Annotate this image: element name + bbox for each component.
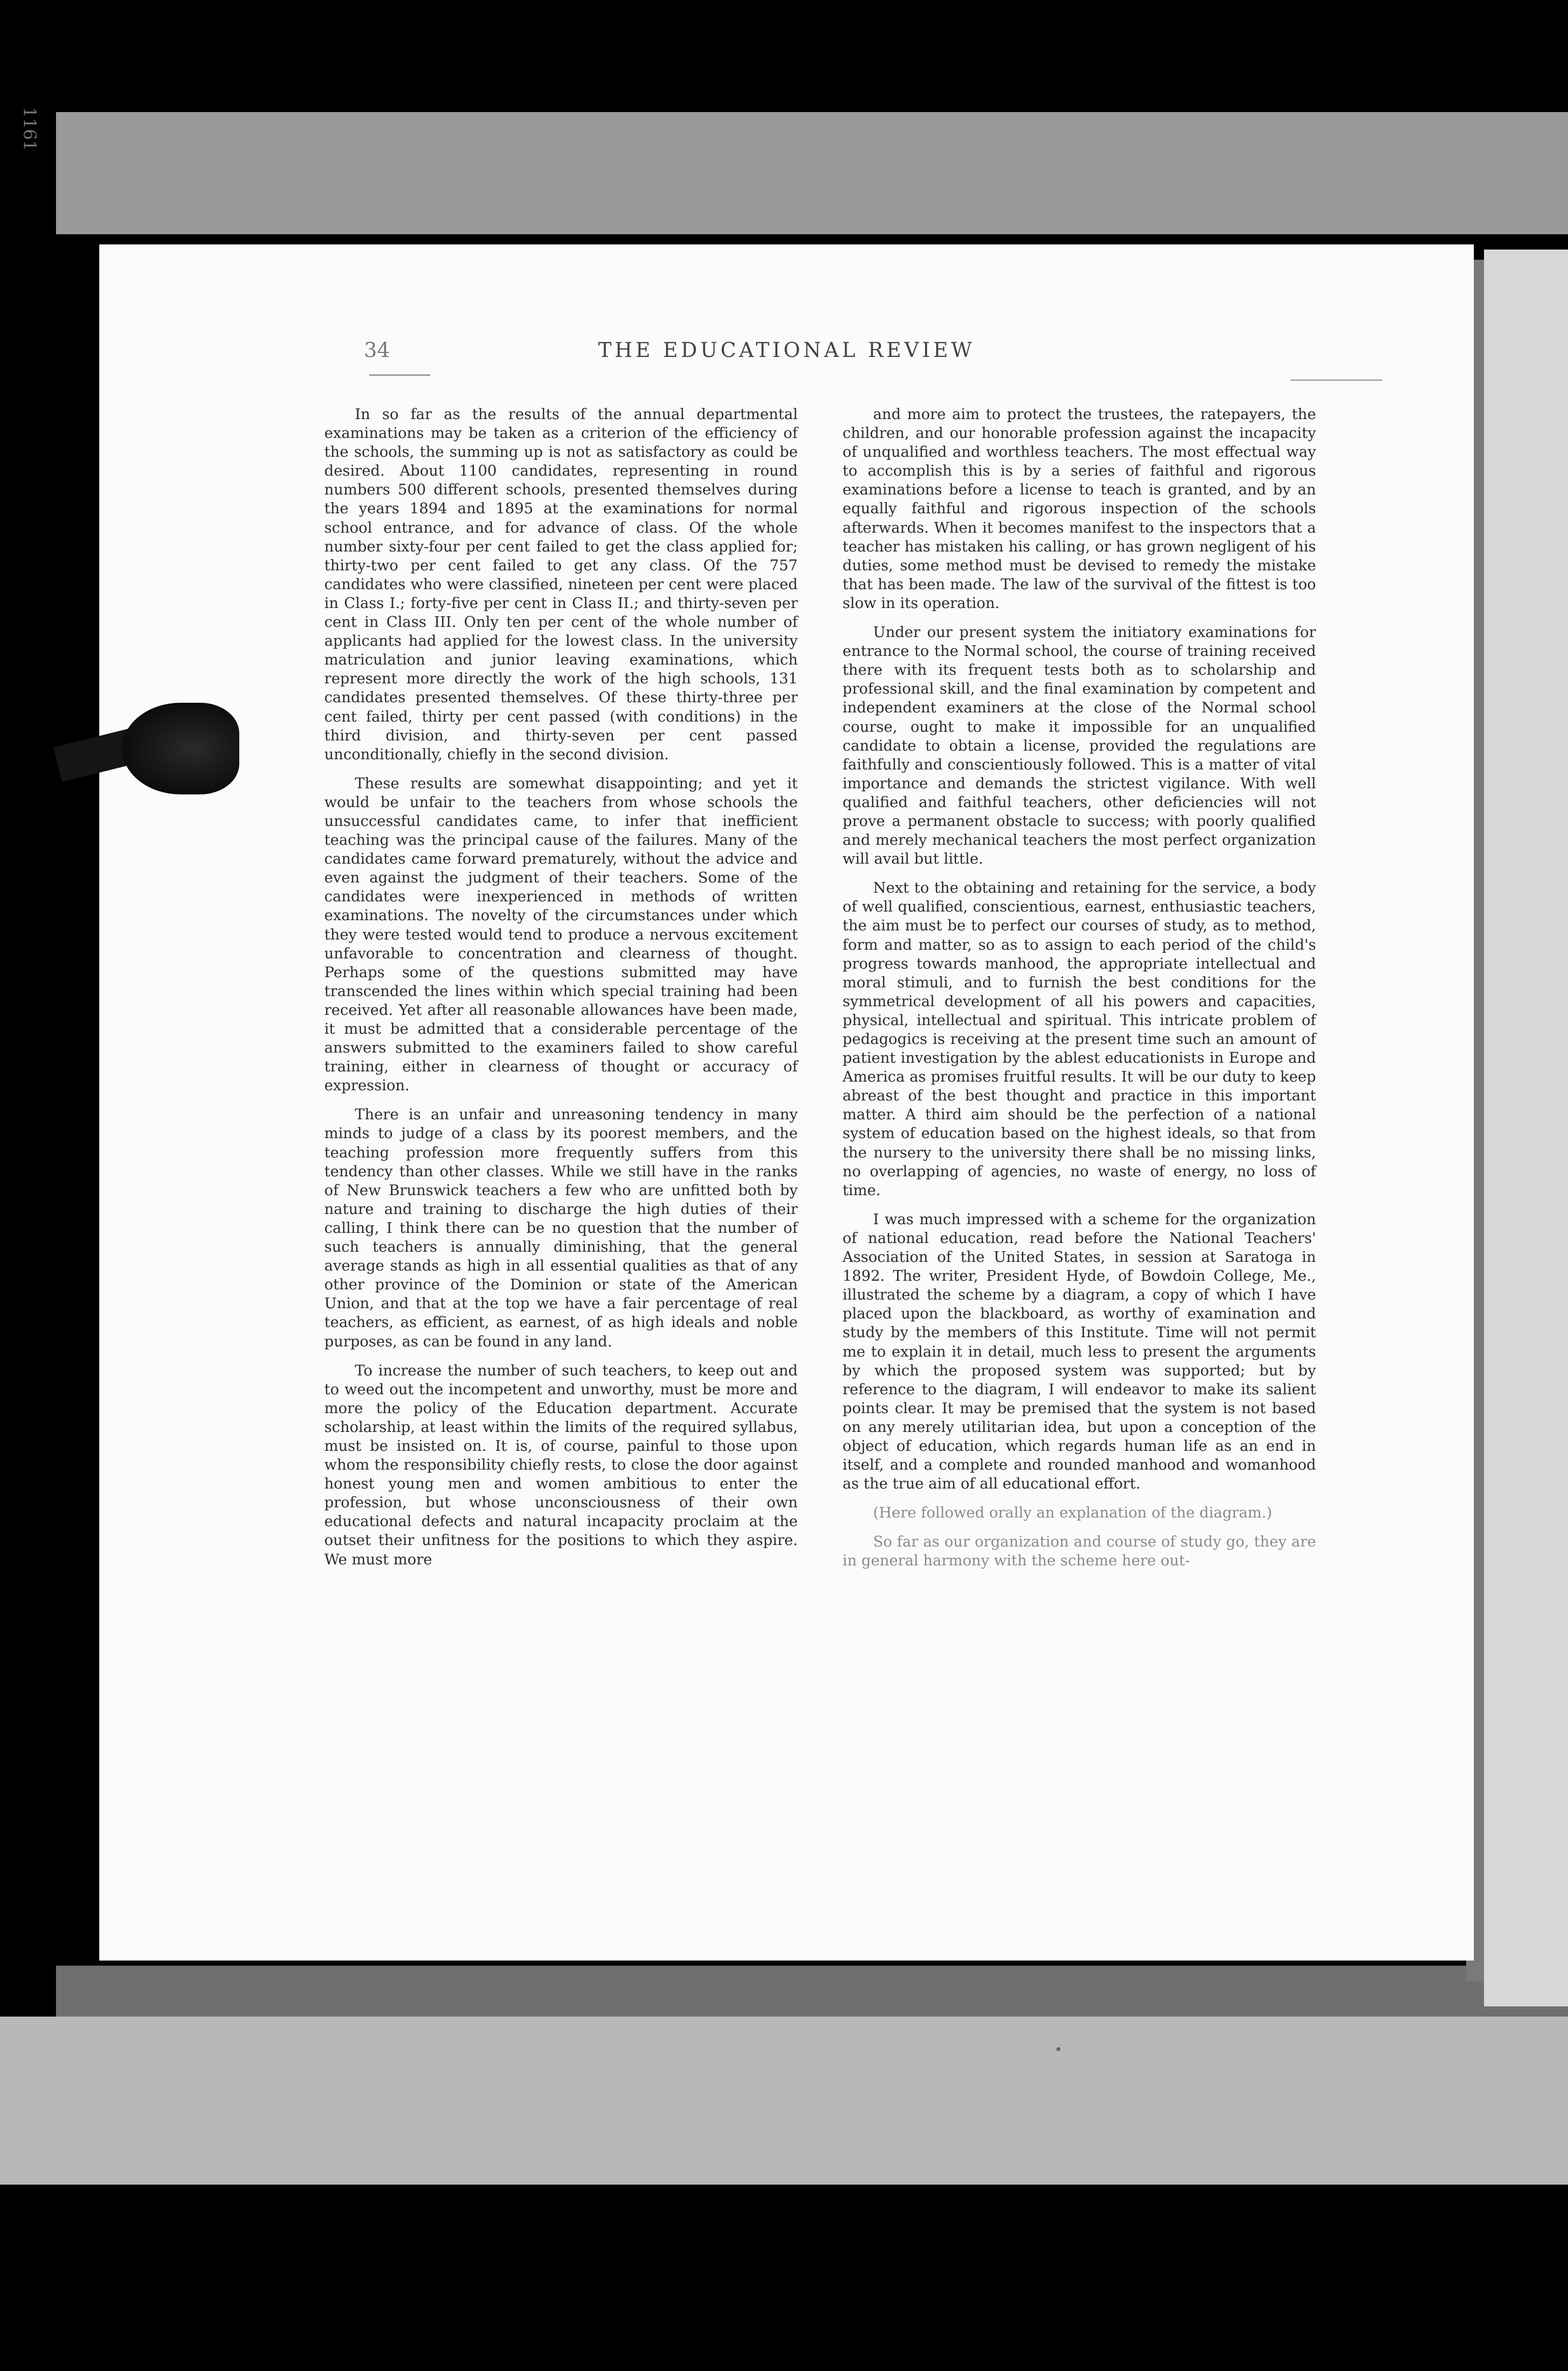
paragraph: Under our present system the initiatory examinations for entrance to the Normal school, the course of training received there with its frequent tests both as to scholarship and professional skill, and the final examination by competent and independent examiners at the close of the Normal school course, ought to make it impossible for an unqualified candidate to obtain a license, provided the regulations are faithfully and conscientiously followed. This is a matter of vital importance and demands the strictest vigilance. With well qualified and faithful teachers, other deficiencies will not prove a permanent obstacle to success; with poorly qualified and merely mechanical teachers the most perfect organization will avail but little. <box>843 623 1316 868</box>
right-column <box>843 405 1316 1570</box>
document-page <box>99 244 1474 1961</box>
header-rule-left <box>369 374 430 376</box>
paragraph: In so far as the results of the annual departmental examinations may be taken as a criterion of the efficiency of the schools, the summing up is not as satisfactory as could be desired. About 1100 candidates, representing in round numbers 500 different schools, presented themselves during the years 1894 and 1895 at the examinations for normal school entrance, and for advance of class. Of the whole number sixty-four per cent failed to get the class applied for; thirty-two per cent failed to get any class. Of the 757 candidates who were classified, nineteen per cent were placed in Class I.; forty-five per cent in Class II.; and thirty-seven per cent in Class III. Only ten per cent of the whole number of applicants had applied for the lowest class. In the university matriculation and junior leaving examinations, which represent more directly the work of the high schools, 131 candidates presented themselves. Of these thirty-three per cent failed, thirty per cent passed (with conditions) in the third division, and thirty-seven per cent passed unconditionally, chiefly in the second division. <box>324 405 798 763</box>
page-number: 34 <box>364 339 390 362</box>
stage-direction: (Here followed orally an explanation of the diagram.) <box>873 1504 1272 1522</box>
paragraph: Next to the obtaining and retaining for the service, a body of well qualified, conscientious, earnest, enthusiastic teachers, the aim must be to perfect our courses of study, as to method, form and matter, so as to assign to each period of the child's progress towards manhood, the appropriate intellectual and moral stimuli, and to furnish the best conditions for the symmetrical development of all his powers and capacities, physical, intellectual and spiritual. This intricate problem of pedagogics is receiving at the present time such an amount of patient investigation by the ablest educationists in Europe and America as promises fruitful results. It will be our duty to keep abreast of the best thought and practice in this important matter. A third aim should be the perfection of a national system of education based on the highest ideals, so that from the nursery to the university there shall be no missing links, no overlapping of agencies, no waste of energy, no loss of time. <box>843 879 1316 1199</box>
spine-fragment: 1161 <box>19 107 40 151</box>
paragraph: So far as our organization and course of study go, they are in general harmony with the scheme here out- <box>843 1533 1316 1569</box>
left-column <box>324 405 798 1569</box>
paragraph: There is an unfair and unreasoning tendency in many minds to judge of a class by its poorest members, and the teaching profession more frequently suffers from this tendency than other classes. While we still have in the ranks of New Brunswick teachers a few who are unfitted both by nature and training to discharge the high duties of their calling, I think there can be no question that the number of such teachers is annually diminishing, that the general average stands as high in all essential qualities as that of any other province of the Dominion or state of the American Union, and that at the top we have a fair percentage of real teachers, as efficient, as earnest, of as high ideals and noble purposes, as can be found in any land. <box>324 1106 798 1350</box>
scan-background-band-shadow <box>56 1966 1568 2017</box>
next-page-sliver <box>1484 250 1568 2006</box>
header-rule-right <box>1291 379 1382 381</box>
scan-background-band-bottom <box>0 2017 1568 2185</box>
paragraph: These results are somewhat disappointing; and yet it would be unfair to the teachers from whose schools the unsuccessful candidates came, to infer that inefficient teaching was the principal cause of the failures. Many of the candidates came forward prematurely, without the advice and even against the judgment of their teachers. Some of the candidates were inexperienced in methods of written examinations. The novelty of the circumstances under which they were tested would tend to produce a nervous excitement unfavorable to concentration and clearness of thought. Perhaps some of the questions submitted may have transcended the lines within which special training had been received. Yet after all reasonable allowances have been made, it must be admitted that a considerable percentage of the answers submitted to the examiners failed to show careful training, either in clearness of thought or accuracy of expression. <box>324 774 798 1094</box>
paragraph: I was much impressed with a scheme for the organization of national education, read before the National Teachers' Association of the United States, in session at Saratoga in 1892. The writer, President Hyde, of Bowdoin College, Me., illustrated the scheme by a diagram, a copy of which I have placed upon the blackboard, as worthy of examination and study by the members of this Institute. Time will not permit me to explain it in detail, much less to present the arguments by which the proposed system was supported; but by reference to the diagram, I will endeavor to make its salient points clear. It may be premised that the system is not based on any merely utilitarian idea, but upon a conception of the object of education, which regards human life as an end in itself, and a complete and rounded manhood and womanhood as the true aim of all educational effort. <box>843 1210 1316 1493</box>
book-clip <box>122 703 239 794</box>
paragraph: To increase the number of such teachers, to keep out and to weed out the incompetent and unworthy, must be more and more the policy of the Education department. Accurate scholarship, at least within the limits of the required syllabus, must be insisted on. It is, of course, painful to those upon whom the responsibility chiefly rests, to close the door against honest young men and women ambitious to enter the profession, but whose unconsciousness of their own educational defects and natural incapacity proclaim at the outset their unfitness for the positions to which they aspire. We must more <box>324 1361 798 1568</box>
scan-speck <box>1056 2047 1060 2051</box>
scan-background-band-top <box>56 112 1568 234</box>
page-header <box>99 339 1474 369</box>
running-head: THE EDUCATIONAL REVIEW <box>598 339 975 362</box>
paragraph: and more aim to protect the trustees, the ratepayers, the children, and our honorable profession against the incapacity of unqualified and worthless teachers. The most effectual way to accomplish this is by a series of faithful and rigorous examinations before a license to teach is granted, and by an equally faithful and rigorous inspection of the schools afterwards. When it becomes manifest to the inspectors that a teacher has mistaken his calling, or has grown negligent of his duties, some method must be devised to remedy the mistake that has been made. The law of the survival of the fittest is too slow in its operation. <box>843 405 1316 612</box>
